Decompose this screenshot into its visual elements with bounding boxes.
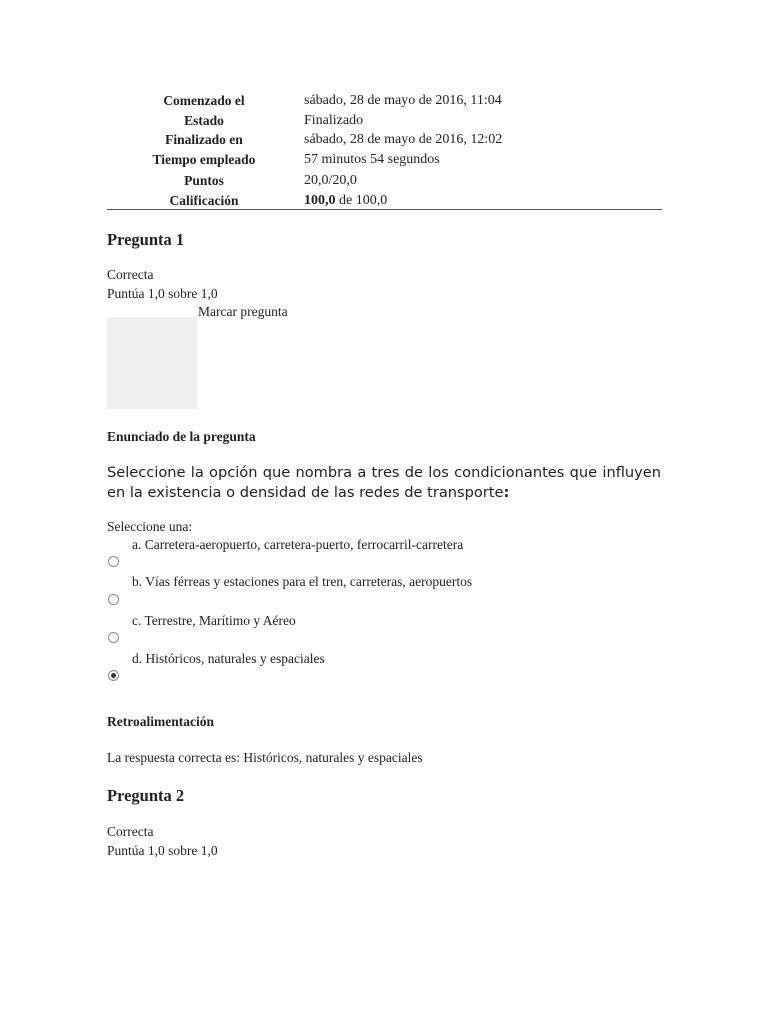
option-c-label[interactable]: c. Terrestre, Marítimo y Aéreo (132, 613, 296, 628)
feedback-text: La respuesta correcta es: Históricos, naturales y espaciales (107, 750, 423, 765)
summary-value-finished: sábado, 28 de mayo de 2016, 12:02 (304, 132, 503, 147)
flag-icon[interactable] (107, 317, 197, 409)
summary-label-started: Comenzado el (163, 93, 245, 108)
summary-value-points: 20,0/20,0 (304, 173, 357, 188)
flag-question-link[interactable]: Marcar pregunta (198, 304, 288, 319)
question-1-status: Correcta (107, 267, 154, 282)
question-statement-heading: Enunciado de la pregunta (107, 429, 256, 444)
summary-divider (107, 209, 662, 210)
question-1-text-body: Seleccione la opción que nombra a tres de los condicionantes que influyen en la existencia o densidad de las redes de transporte (107, 464, 661, 501)
summary-label-time-taken: Tiempo empleado (152, 152, 256, 167)
question-2-title: Pregunta 2 (107, 786, 185, 805)
summary-value-started: sábado, 28 de mayo de 2016, 11:04 (304, 93, 502, 108)
summary-label-state: Estado (184, 113, 224, 128)
summary-value-time-taken: 57 minutos 54 segundos (304, 152, 440, 167)
feedback-heading: Retroalimentación (107, 714, 214, 729)
summary-label-points: Puntos (184, 173, 224, 188)
option-c-radio[interactable] (108, 632, 119, 643)
question-1-text (107, 463, 661, 503)
summary-label-finished: Finalizado en (165, 132, 243, 147)
option-b-radio[interactable] (108, 594, 119, 605)
question-2-status: Correcta (107, 824, 154, 839)
answer-prompt: Seleccione una: (107, 519, 193, 534)
summary-value-state: Finalizado (304, 113, 364, 128)
option-d-label[interactable]: d. Históricos, naturales y espaciales (132, 651, 325, 666)
grade-score: 100,0 (304, 193, 336, 208)
option-d-radio[interactable] (108, 670, 119, 681)
option-a-radio[interactable] (108, 556, 119, 567)
question-2-score: Puntúa 1,0 sobre 1,0 (107, 843, 218, 858)
summary-label-grade: Calificación (169, 193, 239, 208)
grade-total: de 100,0 (335, 193, 388, 208)
question-1-score: Puntúa 1,0 sobre 1,0 (107, 286, 218, 301)
option-a-label[interactable]: a. Carretera-aeropuerto, carretera-puerto, ferrocarril-carretera (132, 537, 464, 552)
option-b-label[interactable]: b. Vías férreas y estaciones para el tren, carreteras, aeropuertos (132, 574, 473, 589)
question-1-text-colon: : (503, 484, 510, 501)
summary-value-grade (304, 193, 387, 209)
question-1-title: Pregunta 1 (107, 230, 185, 249)
